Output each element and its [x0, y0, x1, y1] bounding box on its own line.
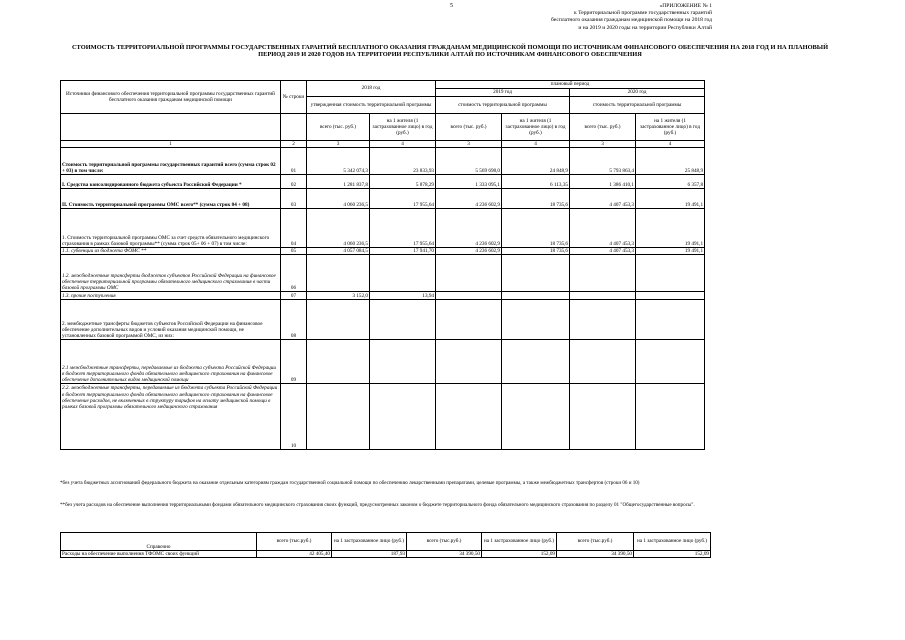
cell-total-2020: 4 407 453,3	[570, 189, 636, 209]
page-number: 5	[450, 3, 453, 9]
table-row	[61, 209, 705, 248]
cell-per-capita-2020	[636, 292, 705, 300]
cell-total-2020: 4 407 453,3	[570, 209, 636, 248]
cell-per-capita-2020: 19 491,1	[636, 189, 705, 209]
col-number: 1	[61, 141, 281, 148]
header-program-cost-2020: стоимость территориальной программы	[570, 97, 705, 114]
cell-total-2019: 4 236 602,9	[436, 248, 502, 255]
cell-per-capita-2019	[502, 300, 570, 340]
cell-total-2019: 1 333 095,1	[436, 175, 502, 189]
cell-total-2019: 4 236 602,9	[436, 209, 502, 248]
header-total-2018: всего (тыс. руб.)	[307, 114, 370, 141]
row-number: 02	[281, 175, 307, 189]
cell-total-2019	[436, 255, 502, 292]
cell-per-capita-2018	[370, 384, 436, 450]
cell-total-2020	[570, 292, 636, 300]
cell-total-2018: 4 060 236,5	[307, 189, 370, 209]
col-number: 3	[307, 141, 370, 148]
reference-col-header: на 1 застрахованное лицо (руб.)	[482, 533, 557, 551]
table-row	[61, 148, 705, 175]
table-row	[61, 255, 705, 292]
reference-row-label: Расходы на обеспечение выполнения ТФОМС своих функций	[61, 551, 257, 558]
cell-per-capita-2018	[370, 300, 436, 340]
row-number: 06	[281, 255, 307, 292]
header-per-capita-2020: на 1 жителя (1 застрахованное лицо) в год (руб.)	[636, 114, 705, 141]
reference-value: 187,93	[332, 551, 407, 558]
header-year-2019: 2019 год	[436, 89, 570, 97]
cell-total-2020: 5 793 863,4	[570, 148, 636, 175]
col-number: 4	[636, 141, 705, 148]
reference-value: 34 390,50	[557, 551, 634, 558]
reference-col-header: на 1 застрахованное лицо (руб.)	[634, 533, 711, 551]
col-number: 3	[436, 141, 502, 148]
cell-total-2019: 5 569 698,0	[436, 148, 502, 175]
row-label: Стоимость территориальной программы государственных гарантий всего (сумма строк 02 + 03) в том числе:	[61, 148, 281, 175]
header-year-2018: 2018 год	[307, 81, 436, 97]
cell-per-capita-2020: 19 491,1	[636, 209, 705, 248]
col-number: 4	[370, 141, 436, 148]
cell-total-2019	[436, 292, 502, 300]
table-row	[61, 384, 705, 450]
cost-table	[60, 80, 705, 450]
cell-per-capita-2020	[636, 340, 705, 384]
appendix-line-2: к Территориальной программе государственных гарантий	[573, 10, 712, 17]
cell-total-2018: 3 152,0	[307, 292, 370, 300]
row-number: 08	[281, 300, 307, 340]
cell-per-capita-2018: 23 833,93	[370, 148, 436, 175]
row-label: 2. межбюджетные трансферты бюджетов субъектов Российской Федерации на финансовое обеспечение дополнительных видов и условий оказания медицинской помощи, не установленных базовой программой ОМС, из них:	[61, 300, 281, 340]
header-year-2020: 2020 год	[570, 89, 705, 97]
cell-total-2020	[570, 255, 636, 292]
row-label: 2.2. межбюджетные трансферты, передаваемые из бюджета субъекта Российской Федерации в бюджет территориального фонда обязательного медицинского страхования на финансовое обеспечение расходов, не включенных в структуру тарифов на оплату медицинской помощи в рамках базовой программы обязательного медицинского страхования	[61, 384, 281, 450]
reference-label-header: Справочно	[61, 533, 257, 551]
cell-total-2019: 4 236 602,9	[436, 189, 502, 209]
cell-per-capita-2018: 17 955,64	[370, 209, 436, 248]
header-row-number: № строки	[281, 81, 307, 114]
col-number: 2	[281, 141, 307, 148]
appendix-line-1: «ПРИЛОЖЕНИЕ № 1	[659, 3, 712, 9]
footnote-2: **без учета расходов на обеспечение выполнения территориальными фондами обязательного медицинского страхования своих функций, предусмотренных законом о бюджете территориального фонда обязательного медицинского страхования по разделу 01 "Общегосударственные вопросы".	[60, 502, 695, 508]
col-number: 4	[502, 141, 570, 148]
table-row	[61, 292, 705, 300]
cell-total-2020	[570, 340, 636, 384]
appendix-line-3: бесплатного оказания гражданам медицинской помощи на 2018 год	[550, 17, 712, 24]
cell-total-2018: 4 057 084,5	[307, 248, 370, 255]
reference-col-header: всего (тыс.руб.)	[557, 533, 634, 551]
reference-col-header: на 1 застрахованное лицо (руб.)	[332, 533, 407, 551]
row-number: 03	[281, 189, 307, 209]
reference-value: 152,09	[482, 551, 557, 558]
cell-total-2018	[307, 384, 370, 450]
table-row	[61, 248, 705, 255]
row-number: 01	[281, 148, 307, 175]
cell-total-2018: 5 342 074,3	[307, 148, 370, 175]
header-spacer	[61, 114, 281, 141]
col-number: 3	[570, 141, 636, 148]
reference-value: 34 390,50	[407, 551, 482, 558]
cell-per-capita-2020: 25 848,9	[636, 148, 705, 175]
header-approved-cost: утвержденная стоимость территориальной программы	[307, 97, 436, 114]
row-label: 2.1 межбюджетные трансферты, передаваемые из бюджета субъекта Российской Федерации в бюджет территориального фонда обязательного медицинского страхования на финансовое обеспечение дополнительных видов медицинской помощи	[61, 340, 281, 384]
row-number: 07	[281, 292, 307, 300]
cell-per-capita-2019: 18 735,6	[502, 209, 570, 248]
row-label: 1.1. субвенции из бюджета ФОМС **	[61, 248, 281, 255]
row-label: 1.3. прочие поступления	[61, 292, 281, 300]
cell-total-2020	[570, 384, 636, 450]
cell-per-capita-2018: 17 941,70	[370, 248, 436, 255]
row-number: 10	[281, 384, 307, 450]
cell-total-2018: 1 281 837,8	[307, 175, 370, 189]
footnote-1: *без учета бюджетных ассигнований федерального бюджета на оказание отдельным категориям граждан государственной социальной помощи по обеспечению лекарственными препаратами, целевые программы, а также межбюджетных трансфертов (строки 06 и 10)	[60, 480, 640, 486]
cell-per-capita-2018: 13,94	[370, 292, 436, 300]
reference-col-header: всего (тыс.руб.)	[407, 533, 482, 551]
cell-total-2018	[307, 300, 370, 340]
row-number: 04	[281, 209, 307, 248]
cell-per-capita-2020: 6 357,8	[636, 175, 705, 189]
cell-total-2018: 4 060 236,5	[307, 209, 370, 248]
reference-col-header: всего (тыс.руб.)	[257, 533, 332, 551]
reference-table	[60, 532, 711, 558]
cell-per-capita-2019: 24 848,9	[502, 148, 570, 175]
cell-per-capita-2019: 18 735,6	[502, 189, 570, 209]
reference-value: 42 405,40	[257, 551, 332, 558]
header-program-cost-2019: стоимость территориальной программы	[436, 97, 570, 114]
reference-value: 152,09	[634, 551, 711, 558]
document-title: СТОИМОСТЬ ТЕРРИТОРИАЛЬНОЙ ПРОГРАММЫ ГОСУДАРСТВЕННЫХ ГАРАНТИЙ БЕСПЛАТНОГО ОКАЗАНИЯ ГРАЖДАНАМ МЕДИЦИНСКОЙ ПОМОЩИ ПО ИСТОЧНИКАМ ФИНАНСОВОГО ОБЕСПЕЧЕНИЯ НА 2018 ГОД И НА ПЛАНОВЫЙ ПЕРИОД 2019 И 2020 ГОДОВ НА ТЕРРИТОРИИ РЕСПУБЛИКИ АЛТАЙ ПО ИСТОЧНИКАМ ФИНАНСОВОГО ОБЕСПЕЧЕНИЯ	[71, 44, 829, 59]
cell-per-capita-2020	[636, 384, 705, 450]
table-row	[61, 189, 705, 209]
header-spacer	[281, 114, 307, 141]
table-row	[61, 340, 705, 384]
cell-total-2020: 4 407 453,3	[570, 248, 636, 255]
cell-total-2018	[307, 255, 370, 292]
row-label: 1. Стоимость территориальной программы ОМС за счет средств обязательного медицинского страхования в рамках базовой программы** (сумма строк 05+ 06 + 07) в том числе:	[61, 209, 281, 248]
cell-per-capita-2019	[502, 292, 570, 300]
cell-per-capita-2020: 19 491,1	[636, 248, 705, 255]
cell-per-capita-2019	[502, 255, 570, 292]
cell-total-2019	[436, 300, 502, 340]
header-source: Источники финансового обеспечения территориальной программы государственных гарантий бесплатного оказания гражданам медицинской помощи	[61, 81, 281, 114]
row-label: I. Средства консолидированного бюджета субъекта Российской Федерации *	[61, 175, 281, 189]
cell-per-capita-2018: 5 878,29	[370, 175, 436, 189]
cell-per-capita-2020	[636, 255, 705, 292]
column-numbers-row	[61, 141, 705, 148]
appendix-header	[482, 3, 712, 32]
cell-per-capita-2019	[502, 384, 570, 450]
cell-total-2019	[436, 384, 502, 450]
row-number: 09	[281, 340, 307, 384]
cell-per-capita-2019: 6 113,35	[502, 175, 570, 189]
row-label: II. Стоимость территориальной программы ОМС всего** (сумма строк 04 + 08)	[61, 189, 281, 209]
row-number: 05	[281, 248, 307, 255]
table-row	[61, 175, 705, 189]
cell-per-capita-2020	[636, 300, 705, 340]
cell-per-capita-2019: 18 735,6	[502, 248, 570, 255]
cell-total-2019	[436, 340, 502, 384]
row-label: 1.2. межбюджетные трансферты бюджетов субъектов Российской Федерации на финансовое обеспечение территориальной программы обязательного медицинского страхования в части базовой программы ОМС	[61, 255, 281, 292]
cell-total-2020	[570, 300, 636, 340]
header-planning-period: плановый период	[436, 81, 705, 89]
header-per-capita-2019: на 1 жителя (1 застрахованное лицо) в год (руб.)	[502, 114, 570, 141]
cell-per-capita-2018: 17 955,64	[370, 189, 436, 209]
table-row	[61, 300, 705, 340]
cell-per-capita-2018	[370, 255, 436, 292]
cell-per-capita-2018	[370, 340, 436, 384]
cell-per-capita-2019	[502, 340, 570, 384]
cell-total-2020: 1 386 410,1	[570, 175, 636, 189]
cell-total-2018	[307, 340, 370, 384]
reference-row	[61, 551, 711, 558]
header-total-2019: всего (тыс. руб.)	[436, 114, 502, 141]
header-per-capita-2018: на 1 жителя (1 застрахованное лицо) в год (руб.)	[370, 114, 436, 141]
header-total-2020: всего (тыс. руб.)	[570, 114, 636, 141]
appendix-line-4: и на 2019 и 2020 годы на территории Республики Алтай	[578, 24, 712, 31]
